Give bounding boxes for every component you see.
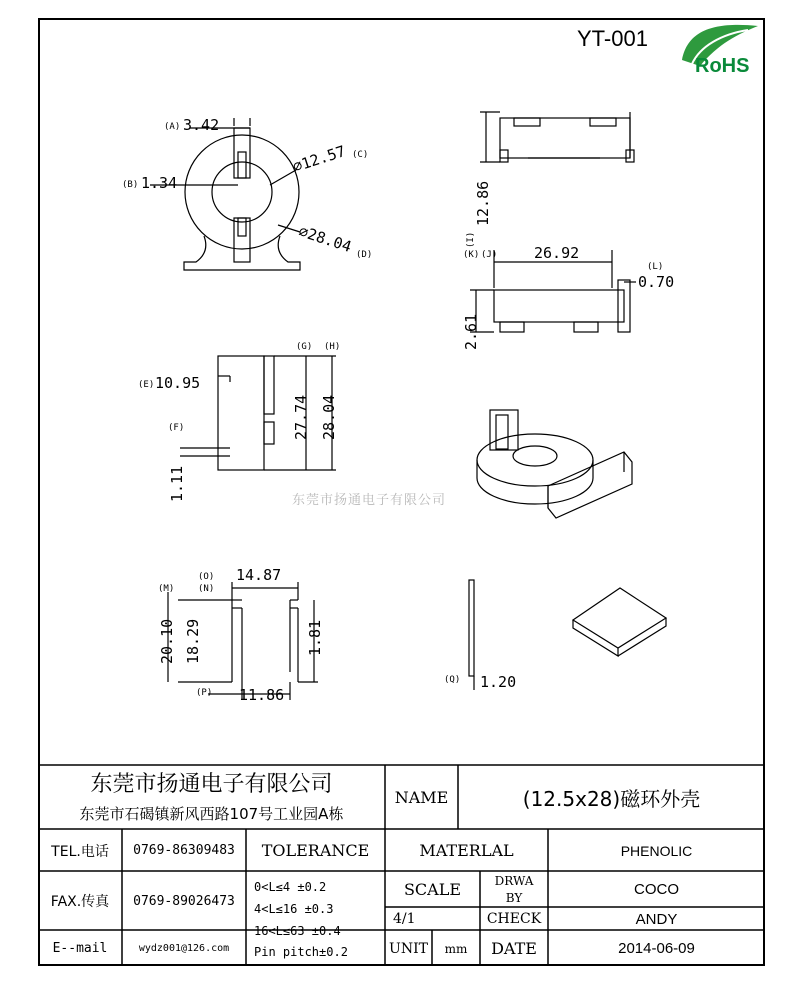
date-label: DATE [491,939,537,958]
dim-h-value: 28.04 [320,394,338,440]
fax-label: FAX.传真 [50,894,110,910]
left-side-view [180,356,336,470]
tolerance-range-2: 4<L≤16 ±0.3 [254,902,334,916]
fax-value: 0769-89026473 [133,893,235,909]
dim-o-value: 14.87 [236,566,282,584]
dim-d-tag: (D) [356,250,373,260]
dim-i-value: 12.86 [474,180,492,226]
pin-pitch-tolerance: Pin pitch±0.2 [254,945,348,959]
dim-i-tag: (I) [466,231,476,248]
dim-e-value: 10.95 [155,374,201,392]
company-name: 东莞市扬通电子有限公司 [90,771,333,797]
tel-value: 0769-86309483 [133,843,235,858]
rohs-label: RoHS [695,55,750,77]
company-address: 东莞市石碣镇新风西路107号工业园A栋 [79,804,344,823]
dim-d-value: ⌀28.04 [296,222,354,256]
dim-f-tag: (F) [168,423,185,433]
dim-c-tag: (C) [352,150,369,160]
date-value: 2014-06-09 [618,940,695,957]
dim-p-value: 11.86 [239,686,285,704]
material-value: PHENOLIC [620,842,693,859]
name-value: (12.5x28)磁环外壳 [522,787,701,811]
dim-b-tag: (B) [122,180,139,190]
dim-h-tag: (H) [324,342,341,352]
email-value: wydz001@126.com [138,943,230,954]
name-label: NAME [394,788,449,807]
dim-k-value: 2.61 [462,313,480,350]
dim-l-tag: (L) [647,262,664,272]
dim-n2-value: 1.81 [306,619,324,656]
dim-q-value: 1.20 [480,673,517,691]
dim-k-tag: (K) [463,250,480,260]
dim-m-tag: (M) [158,584,175,594]
dim-p-tag: (P) [196,688,213,698]
company-watermark: 东莞市扬通电子有限公司 [292,493,447,508]
dim-j-tag: (J) [481,250,498,260]
dim-c-value: ⌀12.57 [290,142,348,176]
dim-f-value: 1.11 [168,465,186,502]
drawn-by-label-1: DRWA [494,874,534,888]
isometric-view [477,410,632,518]
check-label: CHECK [486,911,542,927]
tolerance-label: TOLERANCE [261,841,370,860]
dim-g-value: 27.74 [292,394,310,440]
drawn-by-value: COCO [634,881,679,898]
dim-a-value: 3.42 [183,116,220,134]
dim-q-tag: (Q) [444,675,461,685]
tolerance-range-3: 16<L≤63 ±0.4 [254,924,341,938]
unit-value: mm [444,941,468,956]
dim-b-value: 1.34 [141,174,178,192]
dim-e-tag: (E) [138,380,155,390]
side-view-top [480,112,634,162]
check-value: ANDY [635,910,678,928]
dim-a-tag: (A) [164,122,181,132]
dim-n-value: 18.29 [184,618,202,664]
part-code: YT-001 [577,26,648,51]
tel-label: TEL.电话 [51,843,109,860]
dim-l-value: 0.70 [638,273,675,291]
unit-label: UNIT [389,940,428,957]
drawn-by-label-2: BY [505,891,523,905]
material-label: MATERLAL [419,841,514,860]
side-view-bottom [470,250,636,332]
dim-g-tag: (G) [296,342,313,352]
scale-label: SCALE [403,880,462,899]
front-view [150,118,300,270]
scale-value: 4/1 [393,911,416,927]
dim-n-tag: (N) [198,584,215,594]
tolerance-range-1: 0<L≤4 ±0.2 [254,880,327,894]
dim-o-tag: (O) [198,572,215,582]
dim-j-value: 26.92 [534,244,580,262]
email-label: E--mail [52,941,108,956]
dim-m-value: 20.10 [158,618,176,664]
